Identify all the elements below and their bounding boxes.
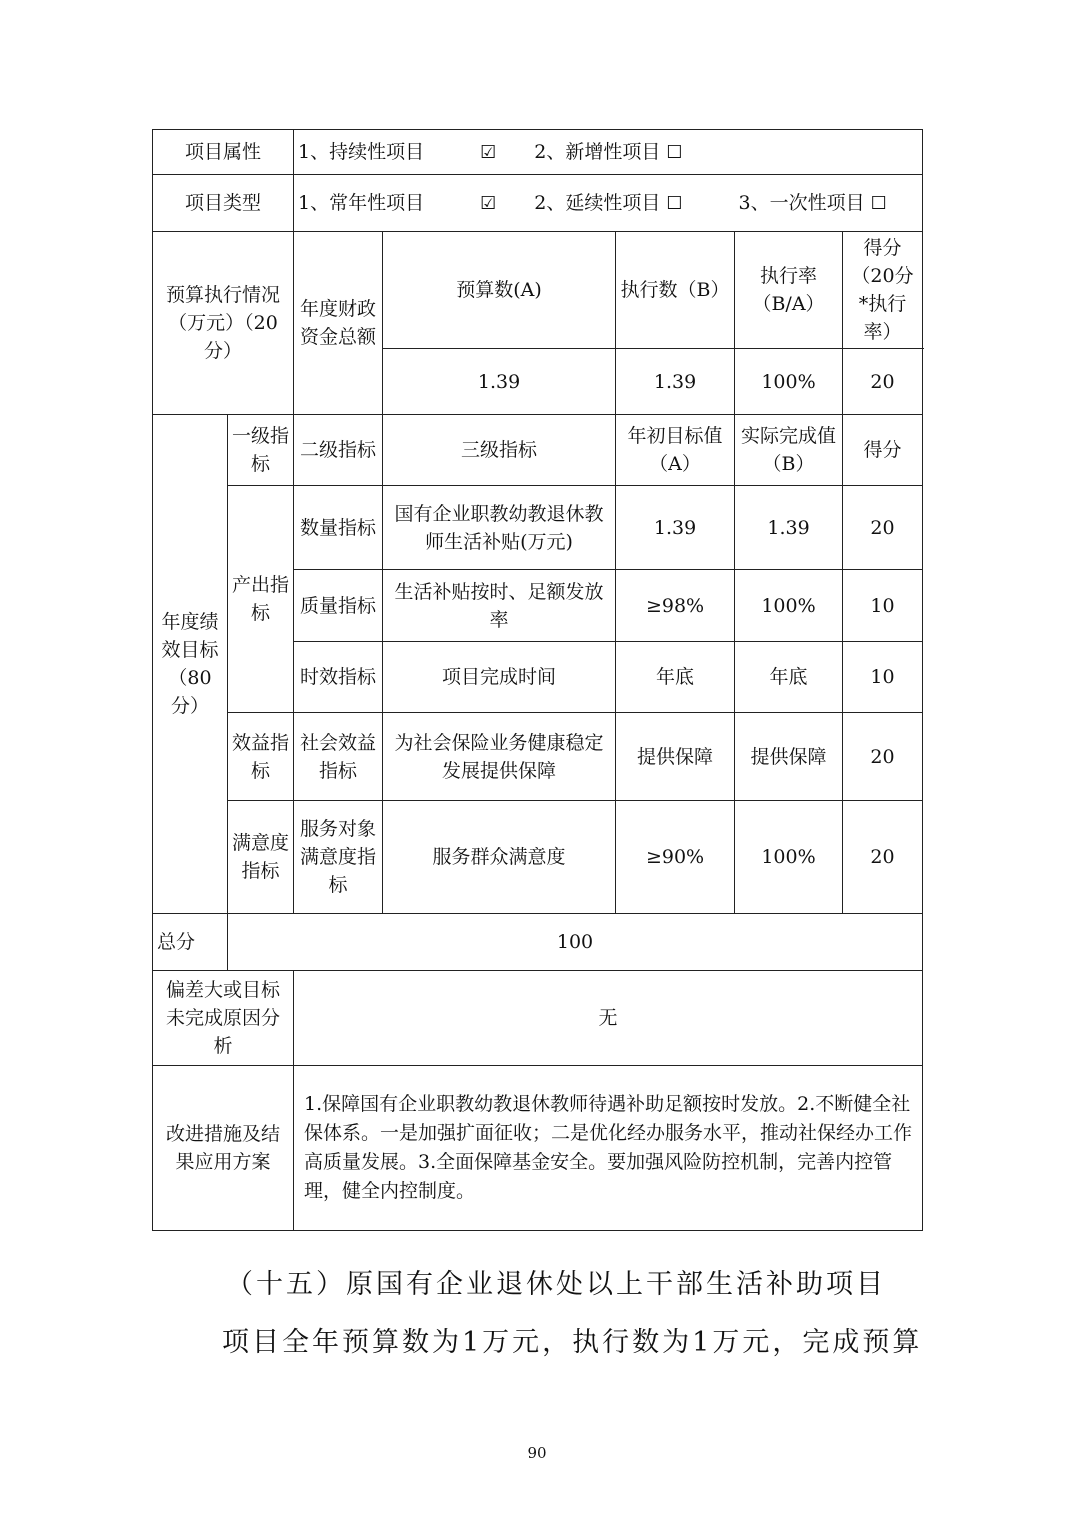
project-type-label: 项目类型 [153,175,294,232]
score-value: 20 [843,349,923,415]
project-attribute-options [294,130,923,175]
output-indicator-label: 产出指标 [228,486,294,713]
score-cell: 10 [843,570,923,642]
checked-box-icon: ☑ [480,192,497,214]
deviation-label: 偏差大或目标未完成原因分析 [153,971,294,1066]
target-cell: 提供保障 [616,713,735,801]
unchecked-box-icon: ☐ [870,192,887,214]
improvement-label: 改进措施及结果应用方案 [153,1066,294,1231]
actual-header: 实际完成值（B） [735,415,843,486]
project-attribute-label: 项目属性 [153,130,294,175]
page-number: 90 [527,1444,547,1462]
total-score-value: 100 [228,914,923,971]
target-cell: ≥98% [616,570,735,642]
attr-option-new: 2、新增性项目 [534,140,661,163]
target-cell: ≥90% [616,801,735,914]
level2-cell: 社会效益指标 [294,713,383,801]
checked-box-icon: ☑ [480,141,497,163]
level2-cell: 时效指标 [294,642,383,713]
benefit-indicator-label: 效益指标 [228,713,294,801]
rate-col-header: 执行率（B/A） [735,232,843,349]
level2-header: 二级指标 [294,415,383,486]
satisfaction-indicator-label: 满意度指标 [228,801,294,914]
type-option-one-time: 3、一次性项目 [738,191,865,214]
level2-cell: 服务对象满意度指标 [294,801,383,914]
rate-value: 100% [735,349,843,415]
exec-col-header: 执行数（B） [616,232,735,349]
budget-value: 1.39 [383,349,616,415]
level3-header: 三级指标 [383,415,616,486]
score-cell: 10 [843,642,923,713]
exec-value: 1.39 [616,349,735,415]
level3-cell: 项目完成时间 [383,642,616,713]
annual-funds-label: 年度财政资金总额 [294,232,383,415]
actual-cell: 年底 [735,642,843,713]
target-cell: 1.39 [616,486,735,570]
annual-goals-label: 年度绩效目标（80分） [153,415,228,914]
budget-label: 预算执行情况（万元）（20分） [153,232,294,415]
performance-table [152,129,923,1231]
level3-cell: 为社会保险业务健康稳定发展提供保障 [383,713,616,801]
target-header: 年初目标值（A） [616,415,735,486]
actual-cell: 提供保障 [735,713,843,801]
score-cell: 20 [843,801,923,914]
attr-option-continuing: 1、持续性项目 [298,140,425,163]
type-option-annual: 1、常年性项目 [298,191,425,214]
score-header: 得分 [843,415,923,486]
table-row [153,486,923,570]
actual-cell: 1.39 [735,486,843,570]
level3-cell: 国有企业职教幼教退休教师生活补贴(万元) [383,486,616,570]
table-row [153,801,923,914]
level3-cell: 生活补贴按时、足额发放率 [383,570,616,642]
type-option-extended: 2、延续性项目 [534,191,661,214]
level1-header: 一级指标 [228,415,294,486]
level3-cell: 服务群众满意度 [383,801,616,914]
level2-cell: 数量指标 [294,486,383,570]
level2-cell: 质量指标 [294,570,383,642]
unchecked-box-icon: ☐ [666,141,683,163]
budget-col-header: 预算数(A) [383,232,616,349]
project-type-options [294,175,923,232]
actual-cell: 100% [735,801,843,914]
total-score-label: 总分 [153,914,228,971]
body-paragraph: 项目全年预算数为1万元，执行数为1万元，完成预算 [222,1327,923,1358]
section-heading: （十五）原国有企业退休处以上干部生活补助项目 [226,1269,886,1300]
actual-cell: 100% [735,570,843,642]
deviation-value: 无 [294,971,923,1066]
unchecked-box-icon: ☐ [666,192,683,214]
score-col-header: 得分（20分*执行率） [843,232,923,349]
improvement-text: 1.保障国有企业职教幼教退休教师待遇补助足额按时发放。2.不断健全社保体系。一是加强扩面征收；二是优化经办服务水平，推动社保经办工作高质量发展。3.全面保障基金安全。要加强风险防控机制，完善内控管理，健全内控制度。 [294,1066,923,1231]
table-row [153,713,923,801]
score-cell: 20 [843,713,923,801]
score-cell: 20 [843,486,923,570]
target-cell: 年底 [616,642,735,713]
